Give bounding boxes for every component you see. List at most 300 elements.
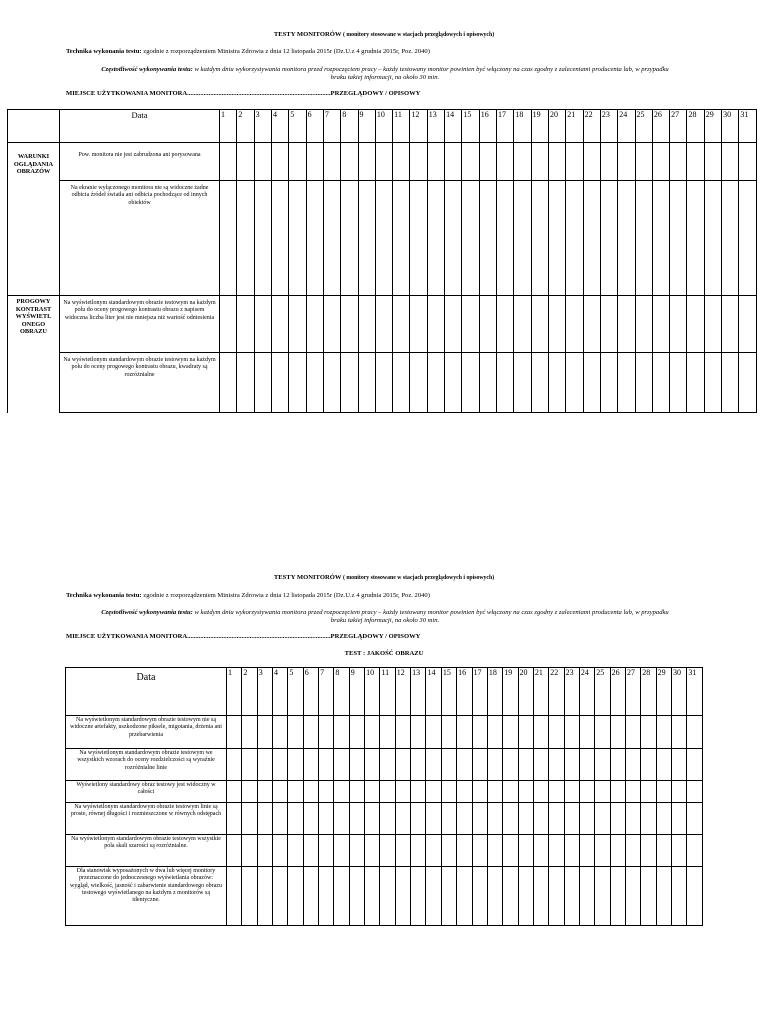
day-check-cell[interactable] xyxy=(503,749,518,781)
day-check-cell[interactable] xyxy=(518,749,533,781)
day-check-cell[interactable] xyxy=(227,867,242,926)
day-check-cell[interactable] xyxy=(564,803,579,835)
day-check-cell[interactable] xyxy=(595,867,610,926)
day-check-cell[interactable] xyxy=(288,835,303,867)
day-check-cell[interactable] xyxy=(445,143,462,181)
day-check-cell[interactable] xyxy=(411,716,426,749)
day-check-cell[interactable] xyxy=(533,749,548,781)
day-check-cell[interactable] xyxy=(583,143,600,181)
day-check-cell[interactable] xyxy=(341,143,358,181)
day-check-cell[interactable] xyxy=(242,781,257,803)
day-check-cell[interactable] xyxy=(426,716,441,749)
day-check-cell[interactable] xyxy=(687,353,704,413)
day-check-cell[interactable] xyxy=(687,867,702,926)
day-check-cell[interactable] xyxy=(365,716,380,749)
day-check-cell[interactable] xyxy=(531,143,548,181)
day-check-cell[interactable] xyxy=(303,803,318,835)
day-check-cell[interactable] xyxy=(306,181,323,296)
day-check-cell[interactable] xyxy=(503,803,518,835)
day-check-cell[interactable] xyxy=(306,143,323,181)
day-check-cell[interactable] xyxy=(722,143,739,181)
day-check-cell[interactable] xyxy=(349,749,364,781)
day-check-cell[interactable] xyxy=(548,353,565,413)
day-check-cell[interactable] xyxy=(349,716,364,749)
day-check-cell[interactable] xyxy=(349,781,364,803)
day-check-cell[interactable] xyxy=(220,181,237,296)
day-check-cell[interactable] xyxy=(257,803,272,835)
day-check-cell[interactable] xyxy=(579,835,594,867)
day-check-cell[interactable] xyxy=(254,296,271,353)
day-check-cell[interactable] xyxy=(671,835,686,867)
day-check-cell[interactable] xyxy=(670,296,687,353)
day-check-cell[interactable] xyxy=(411,835,426,867)
day-check-cell[interactable] xyxy=(254,181,271,296)
day-check-cell[interactable] xyxy=(220,296,237,353)
day-check-cell[interactable] xyxy=(257,835,272,867)
day-check-cell[interactable] xyxy=(514,296,531,353)
day-check-cell[interactable] xyxy=(288,867,303,926)
day-check-cell[interactable] xyxy=(271,143,288,181)
day-check-cell[interactable] xyxy=(670,181,687,296)
day-check-cell[interactable] xyxy=(503,867,518,926)
day-check-cell[interactable] xyxy=(533,716,548,749)
day-check-cell[interactable] xyxy=(595,781,610,803)
day-check-cell[interactable] xyxy=(518,835,533,867)
day-check-cell[interactable] xyxy=(671,749,686,781)
day-check-cell[interactable] xyxy=(656,867,671,926)
day-check-cell[interactable] xyxy=(687,181,704,296)
day-check-cell[interactable] xyxy=(445,181,462,296)
day-check-cell[interactable] xyxy=(618,181,635,296)
day-check-cell[interactable] xyxy=(549,835,564,867)
day-check-cell[interactable] xyxy=(375,181,392,296)
day-check-cell[interactable] xyxy=(497,143,514,181)
day-check-cell[interactable] xyxy=(618,353,635,413)
day-check-cell[interactable] xyxy=(410,353,427,413)
day-check-cell[interactable] xyxy=(303,867,318,926)
day-check-cell[interactable] xyxy=(441,749,456,781)
day-check-cell[interactable] xyxy=(625,835,640,867)
day-check-cell[interactable] xyxy=(411,803,426,835)
day-check-cell[interactable] xyxy=(341,353,358,413)
day-check-cell[interactable] xyxy=(227,749,242,781)
day-check-cell[interactable] xyxy=(618,296,635,353)
day-check-cell[interactable] xyxy=(652,143,669,181)
day-check-cell[interactable] xyxy=(457,867,472,926)
day-check-cell[interactable] xyxy=(380,835,395,867)
day-check-cell[interactable] xyxy=(319,781,334,803)
day-check-cell[interactable] xyxy=(687,749,702,781)
day-check-cell[interactable] xyxy=(548,181,565,296)
day-check-cell[interactable] xyxy=(427,181,444,296)
day-check-cell[interactable] xyxy=(533,803,548,835)
day-check-cell[interactable] xyxy=(487,803,502,835)
day-check-cell[interactable] xyxy=(671,867,686,926)
day-check-cell[interactable] xyxy=(671,716,686,749)
day-check-cell[interactable] xyxy=(652,181,669,296)
day-check-cell[interactable] xyxy=(349,835,364,867)
day-check-cell[interactable] xyxy=(303,749,318,781)
day-check-cell[interactable] xyxy=(380,781,395,803)
day-check-cell[interactable] xyxy=(487,781,502,803)
day-check-cell[interactable] xyxy=(548,143,565,181)
day-check-cell[interactable] xyxy=(237,143,254,181)
day-check-cell[interactable] xyxy=(656,803,671,835)
day-check-cell[interactable] xyxy=(583,181,600,296)
day-check-cell[interactable] xyxy=(427,296,444,353)
day-check-cell[interactable] xyxy=(288,803,303,835)
day-check-cell[interactable] xyxy=(227,716,242,749)
day-check-cell[interactable] xyxy=(254,143,271,181)
day-check-cell[interactable] xyxy=(457,803,472,835)
day-check-cell[interactable] xyxy=(462,181,479,296)
day-check-cell[interactable] xyxy=(426,867,441,926)
day-check-cell[interactable] xyxy=(441,867,456,926)
day-check-cell[interactable] xyxy=(687,143,704,181)
day-check-cell[interactable] xyxy=(365,749,380,781)
day-check-cell[interactable] xyxy=(610,803,625,835)
day-check-cell[interactable] xyxy=(503,781,518,803)
day-check-cell[interactable] xyxy=(273,716,288,749)
day-check-cell[interactable] xyxy=(271,181,288,296)
day-check-cell[interactable] xyxy=(533,867,548,926)
day-check-cell[interactable] xyxy=(323,296,340,353)
day-check-cell[interactable] xyxy=(303,835,318,867)
day-check-cell[interactable] xyxy=(303,716,318,749)
day-check-cell[interactable] xyxy=(687,781,702,803)
day-check-cell[interactable] xyxy=(518,867,533,926)
day-check-cell[interactable] xyxy=(514,181,531,296)
day-check-cell[interactable] xyxy=(334,781,349,803)
day-check-cell[interactable] xyxy=(393,143,410,181)
day-check-cell[interactable] xyxy=(227,803,242,835)
day-check-cell[interactable] xyxy=(625,749,640,781)
day-check-cell[interactable] xyxy=(319,867,334,926)
day-check-cell[interactable] xyxy=(518,781,533,803)
day-check-cell[interactable] xyxy=(600,143,617,181)
day-check-cell[interactable] xyxy=(271,296,288,353)
day-check-cell[interactable] xyxy=(227,781,242,803)
day-check-cell[interactable] xyxy=(365,867,380,926)
day-check-cell[interactable] xyxy=(426,749,441,781)
day-check-cell[interactable] xyxy=(479,143,496,181)
day-check-cell[interactable] xyxy=(380,867,395,926)
day-check-cell[interactable] xyxy=(257,867,272,926)
day-check-cell[interactable] xyxy=(472,835,487,867)
day-check-cell[interactable] xyxy=(380,749,395,781)
day-check-cell[interactable] xyxy=(445,296,462,353)
day-check-cell[interactable] xyxy=(479,353,496,413)
day-check-cell[interactable] xyxy=(289,353,306,413)
day-check-cell[interactable] xyxy=(319,749,334,781)
day-check-cell[interactable] xyxy=(462,353,479,413)
day-check-cell[interactable] xyxy=(579,781,594,803)
day-check-cell[interactable] xyxy=(548,296,565,353)
day-check-cell[interactable] xyxy=(595,803,610,835)
day-check-cell[interactable] xyxy=(472,716,487,749)
day-check-cell[interactable] xyxy=(441,716,456,749)
day-check-cell[interactable] xyxy=(583,296,600,353)
day-check-cell[interactable] xyxy=(635,353,652,413)
day-check-cell[interactable] xyxy=(457,716,472,749)
day-check-cell[interactable] xyxy=(641,716,656,749)
day-check-cell[interactable] xyxy=(341,296,358,353)
day-check-cell[interactable] xyxy=(531,296,548,353)
day-check-cell[interactable] xyxy=(358,296,375,353)
day-check-cell[interactable] xyxy=(595,716,610,749)
day-check-cell[interactable] xyxy=(583,353,600,413)
day-check-cell[interactable] xyxy=(722,181,739,296)
day-check-cell[interactable] xyxy=(427,353,444,413)
day-check-cell[interactable] xyxy=(273,803,288,835)
day-check-cell[interactable] xyxy=(395,867,410,926)
day-check-cell[interactable] xyxy=(257,781,272,803)
day-check-cell[interactable] xyxy=(739,181,756,296)
day-check-cell[interactable] xyxy=(334,867,349,926)
day-check-cell[interactable] xyxy=(242,716,257,749)
day-check-cell[interactable] xyxy=(579,716,594,749)
day-check-cell[interactable] xyxy=(671,803,686,835)
day-check-cell[interactable] xyxy=(426,781,441,803)
day-check-cell[interactable] xyxy=(319,803,334,835)
day-check-cell[interactable] xyxy=(426,835,441,867)
day-check-cell[interactable] xyxy=(365,835,380,867)
day-check-cell[interactable] xyxy=(441,781,456,803)
day-check-cell[interactable] xyxy=(375,353,392,413)
day-check-cell[interactable] xyxy=(288,781,303,803)
day-check-cell[interactable] xyxy=(610,835,625,867)
day-check-cell[interactable] xyxy=(242,835,257,867)
day-check-cell[interactable] xyxy=(641,749,656,781)
day-check-cell[interactable] xyxy=(380,803,395,835)
day-check-cell[interactable] xyxy=(273,781,288,803)
day-check-cell[interactable] xyxy=(600,181,617,296)
day-check-cell[interactable] xyxy=(306,296,323,353)
day-check-cell[interactable] xyxy=(503,716,518,749)
day-check-cell[interactable] xyxy=(358,143,375,181)
day-check-cell[interactable] xyxy=(237,353,254,413)
day-check-cell[interactable] xyxy=(625,867,640,926)
day-check-cell[interactable] xyxy=(531,353,548,413)
day-check-cell[interactable] xyxy=(635,181,652,296)
day-check-cell[interactable] xyxy=(600,296,617,353)
day-check-cell[interactable] xyxy=(722,353,739,413)
day-check-cell[interactable] xyxy=(595,835,610,867)
day-check-cell[interactable] xyxy=(497,296,514,353)
day-check-cell[interactable] xyxy=(687,716,702,749)
day-check-cell[interactable] xyxy=(349,803,364,835)
day-check-cell[interactable] xyxy=(242,749,257,781)
day-check-cell[interactable] xyxy=(319,716,334,749)
day-check-cell[interactable] xyxy=(411,867,426,926)
day-check-cell[interactable] xyxy=(722,296,739,353)
day-check-cell[interactable] xyxy=(549,781,564,803)
day-check-cell[interactable] xyxy=(656,781,671,803)
day-check-cell[interactable] xyxy=(410,143,427,181)
day-check-cell[interactable] xyxy=(380,716,395,749)
day-check-cell[interactable] xyxy=(531,181,548,296)
day-check-cell[interactable] xyxy=(426,803,441,835)
day-check-cell[interactable] xyxy=(365,803,380,835)
day-check-cell[interactable] xyxy=(739,143,756,181)
day-check-cell[interactable] xyxy=(289,143,306,181)
day-check-cell[interactable] xyxy=(395,803,410,835)
day-check-cell[interactable] xyxy=(487,867,502,926)
day-check-cell[interactable] xyxy=(514,353,531,413)
day-check-cell[interactable] xyxy=(635,143,652,181)
day-check-cell[interactable] xyxy=(334,716,349,749)
day-check-cell[interactable] xyxy=(566,143,583,181)
day-check-cell[interactable] xyxy=(410,296,427,353)
day-check-cell[interactable] xyxy=(549,716,564,749)
day-check-cell[interactable] xyxy=(739,353,756,413)
day-check-cell[interactable] xyxy=(462,296,479,353)
day-check-cell[interactable] xyxy=(564,781,579,803)
day-check-cell[interactable] xyxy=(564,835,579,867)
day-check-cell[interactable] xyxy=(566,181,583,296)
day-check-cell[interactable] xyxy=(341,181,358,296)
day-check-cell[interactable] xyxy=(349,867,364,926)
day-check-cell[interactable] xyxy=(503,835,518,867)
day-check-cell[interactable] xyxy=(393,296,410,353)
day-check-cell[interactable] xyxy=(641,867,656,926)
day-check-cell[interactable] xyxy=(610,867,625,926)
day-check-cell[interactable] xyxy=(288,716,303,749)
day-check-cell[interactable] xyxy=(704,296,721,353)
day-check-cell[interactable] xyxy=(472,803,487,835)
day-check-cell[interactable] xyxy=(641,835,656,867)
day-check-cell[interactable] xyxy=(323,143,340,181)
day-check-cell[interactable] xyxy=(610,716,625,749)
day-check-cell[interactable] xyxy=(457,835,472,867)
day-check-cell[interactable] xyxy=(273,867,288,926)
day-check-cell[interactable] xyxy=(497,353,514,413)
day-check-cell[interactable] xyxy=(518,716,533,749)
day-check-cell[interactable] xyxy=(445,353,462,413)
day-check-cell[interactable] xyxy=(472,781,487,803)
day-check-cell[interactable] xyxy=(487,716,502,749)
day-check-cell[interactable] xyxy=(656,716,671,749)
day-check-cell[interactable] xyxy=(687,803,702,835)
day-check-cell[interactable] xyxy=(566,296,583,353)
day-check-cell[interactable] xyxy=(652,296,669,353)
day-check-cell[interactable] xyxy=(334,803,349,835)
day-check-cell[interactable] xyxy=(739,296,756,353)
day-check-cell[interactable] xyxy=(514,143,531,181)
day-check-cell[interactable] xyxy=(549,749,564,781)
day-check-cell[interactable] xyxy=(704,353,721,413)
day-check-cell[interactable] xyxy=(395,749,410,781)
day-check-cell[interactable] xyxy=(242,803,257,835)
day-check-cell[interactable] xyxy=(579,749,594,781)
day-check-cell[interactable] xyxy=(273,835,288,867)
day-check-cell[interactable] xyxy=(564,867,579,926)
day-check-cell[interactable] xyxy=(457,749,472,781)
day-check-cell[interactable] xyxy=(564,749,579,781)
day-check-cell[interactable] xyxy=(257,716,272,749)
day-check-cell[interactable] xyxy=(641,781,656,803)
day-check-cell[interactable] xyxy=(358,353,375,413)
day-check-cell[interactable] xyxy=(610,781,625,803)
day-check-cell[interactable] xyxy=(457,781,472,803)
day-check-cell[interactable] xyxy=(625,716,640,749)
day-check-cell[interactable] xyxy=(306,353,323,413)
day-check-cell[interactable] xyxy=(472,749,487,781)
day-check-cell[interactable] xyxy=(564,716,579,749)
day-check-cell[interactable] xyxy=(704,181,721,296)
day-check-cell[interactable] xyxy=(393,353,410,413)
day-check-cell[interactable] xyxy=(323,181,340,296)
day-check-cell[interactable] xyxy=(641,803,656,835)
day-check-cell[interactable] xyxy=(303,781,318,803)
day-check-cell[interactable] xyxy=(479,296,496,353)
day-check-cell[interactable] xyxy=(237,181,254,296)
day-check-cell[interactable] xyxy=(625,803,640,835)
day-check-cell[interactable] xyxy=(237,296,254,353)
day-check-cell[interactable] xyxy=(600,353,617,413)
day-check-cell[interactable] xyxy=(704,143,721,181)
day-check-cell[interactable] xyxy=(289,181,306,296)
day-check-cell[interactable] xyxy=(549,803,564,835)
day-check-cell[interactable] xyxy=(479,181,496,296)
day-check-cell[interactable] xyxy=(334,749,349,781)
day-check-cell[interactable] xyxy=(395,781,410,803)
day-check-cell[interactable] xyxy=(242,867,257,926)
day-check-cell[interactable] xyxy=(410,181,427,296)
day-check-cell[interactable] xyxy=(257,749,272,781)
day-check-cell[interactable] xyxy=(656,749,671,781)
day-check-cell[interactable] xyxy=(635,296,652,353)
day-check-cell[interactable] xyxy=(375,296,392,353)
day-check-cell[interactable] xyxy=(579,803,594,835)
day-check-cell[interactable] xyxy=(375,143,392,181)
day-check-cell[interactable] xyxy=(625,781,640,803)
day-check-cell[interactable] xyxy=(358,181,375,296)
day-check-cell[interactable] xyxy=(254,353,271,413)
day-check-cell[interactable] xyxy=(618,143,635,181)
day-check-cell[interactable] xyxy=(319,835,334,867)
day-check-cell[interactable] xyxy=(579,867,594,926)
day-check-cell[interactable] xyxy=(670,143,687,181)
day-check-cell[interactable] xyxy=(549,867,564,926)
day-check-cell[interactable] xyxy=(395,835,410,867)
day-check-cell[interactable] xyxy=(566,353,583,413)
day-check-cell[interactable] xyxy=(271,353,288,413)
day-check-cell[interactable] xyxy=(227,835,242,867)
day-check-cell[interactable] xyxy=(487,749,502,781)
day-check-cell[interactable] xyxy=(395,716,410,749)
day-check-cell[interactable] xyxy=(411,781,426,803)
day-check-cell[interactable] xyxy=(472,867,487,926)
day-check-cell[interactable] xyxy=(487,835,502,867)
day-check-cell[interactable] xyxy=(533,835,548,867)
day-check-cell[interactable] xyxy=(288,749,303,781)
day-check-cell[interactable] xyxy=(441,803,456,835)
day-check-cell[interactable] xyxy=(595,749,610,781)
day-check-cell[interactable] xyxy=(671,781,686,803)
day-check-cell[interactable] xyxy=(518,803,533,835)
day-check-cell[interactable] xyxy=(610,749,625,781)
day-check-cell[interactable] xyxy=(497,181,514,296)
day-check-cell[interactable] xyxy=(334,835,349,867)
day-check-cell[interactable] xyxy=(365,781,380,803)
day-check-cell[interactable] xyxy=(687,835,702,867)
day-check-cell[interactable] xyxy=(393,181,410,296)
day-check-cell[interactable] xyxy=(323,353,340,413)
day-check-cell[interactable] xyxy=(441,835,456,867)
day-check-cell[interactable] xyxy=(427,143,444,181)
day-check-cell[interactable] xyxy=(533,781,548,803)
